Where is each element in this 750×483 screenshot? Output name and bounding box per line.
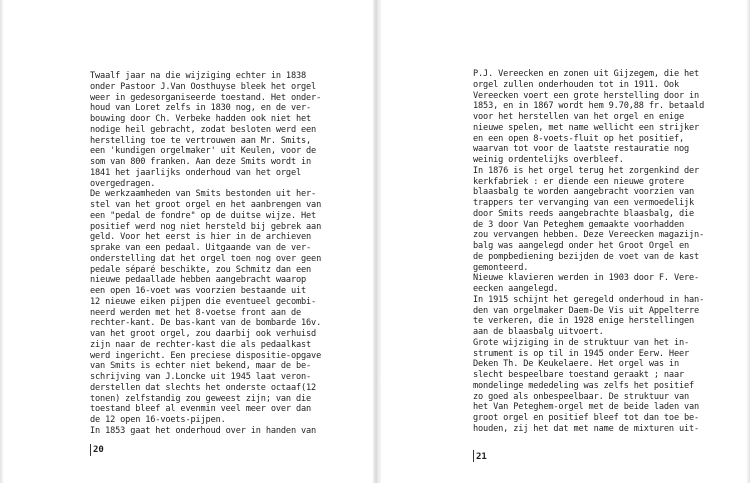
text-line: werd ingericht. Een preciese dispositie-opgave: [90, 350, 322, 361]
text-line: trappers ter vervanging van een vermoedelijk: [473, 198, 695, 208]
text-line: sprake van een pedaal. Uitgaande van de ver-: [90, 243, 312, 253]
text-line: neerd werden met het 8-voetse front aan de: [90, 307, 302, 318]
right-page-text: [473, 69, 704, 435]
text-line: slecht bespeelbare toestand geraakt ; naar: [473, 370, 685, 380]
text-line: P.J. Vereecken en zonen uit Gijzegem, die het: [473, 69, 700, 79]
text-line: kerkfabriek : er diende een nieuwe grotere: [473, 176, 685, 187]
text-line: orgel zullen onderhouden tot in 1911. Ook: [473, 79, 679, 90]
text-line: toestand bleef al evenmin veel meer over dan: [90, 404, 312, 415]
text-line: zo goed als onbespeelbaar. De struktuur van: [473, 391, 690, 402]
text-line: derstellen dat slechts het onderste octaaf(12: [90, 382, 317, 393]
text-line: houd van Loret zelfs in 1830 nog, en de ver-: [90, 103, 312, 114]
text-line: den van orgelmaker Daem-De Vis uit Appelterre: [473, 305, 700, 316]
text-line: gemonteerd.: [473, 262, 529, 273]
text-line: een "pedal de fondre" op de duitse wijze. Het: [90, 210, 317, 221]
text-line: mondelinge mededeling was zelfs het positief: [473, 380, 695, 391]
text-line: nieuwe spelen, met name wellicht een strijker: [473, 122, 700, 133]
right-folio-rule: [473, 450, 474, 462]
left-folio-rule: [90, 444, 91, 456]
text-line: In 1876 is het orgel terug het zorgenkind der: [473, 165, 700, 176]
right-page-edge: [746, 0, 750, 483]
text-line: herstelling toe te vertrouwen aan Mr. Smits,: [90, 135, 312, 146]
text-line: een 'kundigen orgelmaker' uit Keulen, voor de: [90, 146, 317, 157]
text-line: het Van Peteghem-orgel met de beide laden van: [473, 402, 700, 413]
left-page-number: 20: [93, 445, 104, 455]
book-gutter: [373, 0, 381, 483]
text-line: onder Pastoor J.Van Oosthuyse bleek het orgel: [90, 81, 317, 92]
text-line: waarvan tot voor de laatste restauratie nog: [473, 144, 690, 155]
text-line: tonen) zelfstandig zou geweest zijn; van die: [90, 393, 312, 404]
text-line: rechter-kant. De bas-kant van de bombarde 16v.: [90, 318, 322, 329]
text-line: 1853, en in 1867 wordt hem 9.70,88 fr. betaald: [473, 101, 705, 112]
right-page-number: 21: [476, 452, 487, 462]
text-line: van het groot orgel, zou daarbij ook verhuisd: [90, 329, 317, 339]
text-line: de 3 door Van Peteghem gemaakte voorhadden: [473, 219, 685, 230]
text-line: de pompbediening bezijden de voet van de kast: [473, 251, 700, 262]
text-line: en een open 8-voets-fluit op het positief,: [473, 133, 685, 144]
text-line: stel van het groot orgel en het aanbrengen van: [90, 200, 322, 210]
text-line: blaasbalg te worden aangebracht voorzien van: [473, 187, 695, 198]
text-line: pedale séparé beschikte, zou Schmitz dan een: [90, 264, 312, 275]
text-line: nodige heil gebracht, zodat besloten werd een: [90, 124, 317, 135]
text-line: zijn naar de rechter-kast die als pedaalkast: [90, 339, 312, 350]
text-line: overgedragen.: [90, 178, 156, 189]
text-line: Twaalf jaar na die wijziging echter in 1838: [90, 71, 307, 81]
text-line: positief werd nog niet hersteld bij gebrek aan: [90, 221, 322, 232]
text-line: schrijving van J.Loncke uit 1945 laat veron-: [90, 372, 312, 382]
text-line: nieuwe pedaallade hebben aangebracht waarop: [90, 275, 307, 286]
text-line: balg was aangelegd onder het Groot Orgel en: [473, 241, 690, 251]
text-line: houden, zij het dat met name de mixturen uit-: [473, 423, 700, 434]
text-line: Deken Th. De Keukelaere. Het orgel was in: [473, 359, 679, 370]
text-line: 12 nieuwe eiken pijpen die eventueel gecombi-: [90, 296, 317, 307]
right-page: [381, 0, 750, 483]
text-line: In 1853 gaat het onderhoud over in handen van: [90, 425, 317, 436]
text-line: geld. Voor het eerst is hier in de archieven: [90, 232, 312, 243]
text-line: van Smits is echter niet bekend, maar de be-: [90, 361, 312, 372]
text-line: som van 800 franken. Aan deze Smits wordt in: [90, 157, 312, 167]
text-line: bouwing door Ch. Verbeke hadden ook niet het: [90, 114, 312, 124]
text-line: zou vervangen hebben. Deze Vereecken magazijn-: [473, 230, 705, 241]
text-line: De werkzaamheden van Smits bestonden uit her-: [90, 189, 317, 200]
text-line: aan de blaasbalg uitvoert.: [473, 327, 604, 337]
text-line: de 12 open 16-voets-pijpen.: [90, 415, 226, 425]
text-line: weinig ordentelijks overbleef.: [473, 155, 624, 165]
text-line: Vereecken voert een grote herstelling door in: [473, 90, 700, 101]
text-line: weer in gedesorganiseerde toestand. Het onder-: [90, 92, 322, 103]
text-line: strument is op til in 1945 onder Eerw. Heer: [473, 348, 690, 359]
text-line: groot orgel en positief bleef tot dan toe be-: [473, 413, 700, 423]
text-line: eecken aangelegd.: [473, 284, 559, 294]
text-line: Nieuwe klavieren werden in 1903 door F. Vere-: [473, 273, 700, 284]
text-line: 1841 het jaarlijks onderhoud van het orgel: [90, 167, 302, 178]
text-line: door Smits reeds aangebrachte blaasbalg, die: [473, 208, 695, 219]
text-line: een open 16-voet was voorzien bestaande uit: [90, 286, 307, 296]
text-line: In 1915 schijnt het geregeld onderhoud in han-: [473, 294, 705, 305]
text-line: Grote wijziging in de struktuur van het in-: [473, 337, 690, 348]
left-page-text: [90, 71, 321, 437]
text-line: voor het herstellen van het orgel en enige: [473, 112, 685, 122]
text-line: te verkeren, die in 1928 enige herstellingen: [473, 316, 695, 327]
left-page: [0, 0, 373, 483]
text-line: onderstelling dat het orgel toen nog over geen: [90, 253, 322, 264]
